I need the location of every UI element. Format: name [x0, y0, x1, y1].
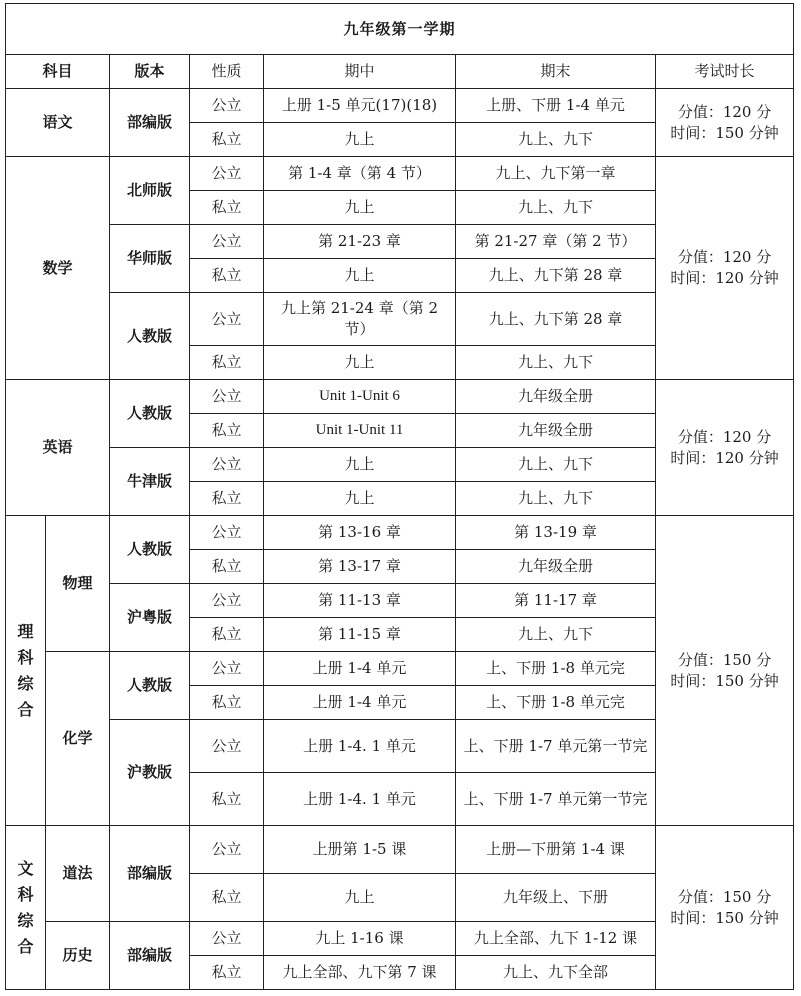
- exam-info-science: [656, 516, 794, 826]
- final-cell: 第 13-19 章: [456, 516, 656, 550]
- final-cell: 九上、九下第 28 章: [456, 259, 656, 293]
- final-cell: 九上、九下: [456, 191, 656, 225]
- exam-schedule: [5, 3, 793, 990]
- version-label: 部编版: [110, 922, 190, 990]
- version-label: 沪教版: [110, 720, 190, 826]
- time-text: 时间：150 分钟: [670, 123, 779, 142]
- midterm-cell: 第 11-13 章: [264, 584, 456, 618]
- version-label: 沪粤版: [110, 584, 190, 652]
- nature-private: 私立: [190, 773, 264, 826]
- midterm-cell: 九上: [264, 259, 456, 293]
- version-label: 人教版: [110, 293, 190, 380]
- final-cell: 九年级全册: [456, 414, 656, 448]
- nature-public: 公立: [190, 225, 264, 259]
- nature-public: 公立: [190, 826, 264, 874]
- score-text: 分值：150 分: [677, 887, 772, 906]
- exam-info-liberal: [656, 826, 794, 990]
- nature-private: 私立: [190, 482, 264, 516]
- final-cell: 九上全部、九下 1-12 课: [456, 922, 656, 956]
- nature-public: 公立: [190, 516, 264, 550]
- final-cell: 九上、九下: [456, 448, 656, 482]
- midterm-cell: 第 21-23 章: [264, 225, 456, 259]
- time-text: 时间：150 分钟: [670, 908, 779, 927]
- exam-info-chinese: [656, 89, 794, 157]
- version-label: 牛津版: [110, 448, 190, 516]
- header-subject: 科目: [6, 55, 110, 89]
- group-label: 文科综合: [17, 858, 34, 956]
- nature-private: 私立: [190, 550, 264, 584]
- final-cell: 九上、九下: [456, 123, 656, 157]
- subject-physics: 物理: [46, 516, 110, 652]
- final-cell: 第 21-27 章（第 2 节）: [456, 225, 656, 259]
- midterm-cell: 上册 1-4 单元: [264, 652, 456, 686]
- midterm-cell: Unit 1-Unit 11: [264, 414, 456, 448]
- midterm-cell: 上册第 1-5 课: [264, 826, 456, 874]
- midterm-cell: 第 13-17 章: [264, 550, 456, 584]
- subject-chinese: 语文: [6, 89, 110, 157]
- nature-public: 公立: [190, 293, 264, 346]
- final-cell: 上册—下册第 1-4 课: [456, 826, 656, 874]
- score-text: 分值：120 分: [677, 102, 772, 121]
- midterm-cell: 上册 1-4. 1 单元: [264, 773, 456, 826]
- final-cell: 上、下册 1-8 单元完: [456, 652, 656, 686]
- final-cell: 九上、九下第一章: [456, 157, 656, 191]
- subject-chemistry: 化学: [46, 652, 110, 826]
- final-cell: 九上、九下全部: [456, 956, 656, 990]
- table-title: 九年级第一学期: [6, 4, 794, 55]
- nature-public: 公立: [190, 89, 264, 123]
- midterm-cell: 九上第 21-24 章（第 2 节）: [264, 293, 456, 346]
- nature-private: 私立: [190, 259, 264, 293]
- version-label: 北师版: [110, 157, 190, 225]
- group-science: [6, 516, 46, 826]
- nature-private: 私立: [190, 618, 264, 652]
- final-cell: 上、下册 1-7 单元第一节完: [456, 720, 656, 773]
- subject-morality: 道法: [46, 826, 110, 922]
- final-cell: 九上、九下第 28 章: [456, 293, 656, 346]
- header-nature: 性质: [190, 55, 264, 89]
- table-row: [6, 826, 794, 874]
- midterm-cell: 第 11-15 章: [264, 618, 456, 652]
- final-cell: 上、下册 1-8 单元完: [456, 686, 656, 720]
- nature-private: 私立: [190, 686, 264, 720]
- nature-private: 私立: [190, 414, 264, 448]
- nature-private: 私立: [190, 191, 264, 225]
- time-text: 时间：120 分钟: [670, 269, 779, 287]
- final-cell: 上册、下册 1-4 单元: [456, 89, 656, 123]
- midterm-cell: 第 1-4 章（第 4 节）: [264, 157, 456, 191]
- time-text: 时间：150 分钟: [670, 671, 779, 690]
- nature-public: 公立: [190, 720, 264, 773]
- nature-private: 私立: [190, 346, 264, 380]
- subject-english: 英语: [6, 380, 110, 516]
- final-cell: 上、下册 1-7 单元第一节完: [456, 773, 656, 826]
- nature-private: 私立: [190, 956, 264, 990]
- final-cell: 九年级全册: [456, 550, 656, 584]
- table-row: [6, 516, 794, 550]
- midterm-cell: 九上: [264, 448, 456, 482]
- version-label: 部编版: [110, 826, 190, 922]
- score-text: 分值：120 分: [677, 427, 772, 446]
- midterm-cell: 上册 1-5 单元(17)(18): [264, 89, 456, 123]
- midterm-cell: 九上全部、九下第 7 课: [264, 956, 456, 990]
- exam-table: [5, 3, 794, 990]
- subject-history: 历史: [46, 922, 110, 990]
- final-cell: 九上、九下: [456, 482, 656, 516]
- final-cell: 九年级上、下册: [456, 874, 656, 922]
- nature-public: 公立: [190, 380, 264, 414]
- table-row: [6, 380, 794, 414]
- exam-info-english: [656, 380, 794, 516]
- group-label: 理科综合: [17, 621, 34, 719]
- header-midterm: 期中: [264, 55, 456, 89]
- midterm-cell: 上册 1-4 单元: [264, 686, 456, 720]
- subject-math: 数学: [6, 157, 110, 380]
- final-cell: 九上、九下: [456, 346, 656, 380]
- nature-private: 私立: [190, 123, 264, 157]
- nature-public: 公立: [190, 922, 264, 956]
- nature-public: 公立: [190, 157, 264, 191]
- version-label: 人教版: [110, 380, 190, 448]
- final-cell: 九上、九下: [456, 618, 656, 652]
- midterm-cell: 九上: [264, 874, 456, 922]
- nature-private: 私立: [190, 874, 264, 922]
- midterm-cell: 九上: [264, 191, 456, 225]
- table-row: [6, 89, 794, 123]
- group-liberal: [6, 826, 46, 990]
- version-label: 人教版: [110, 516, 190, 584]
- version-label: 部编版: [110, 89, 190, 157]
- midterm-cell: 九上 1-16 课: [264, 922, 456, 956]
- time-text: 时间：120 分钟: [670, 448, 779, 467]
- final-cell: 九年级全册: [456, 380, 656, 414]
- header-duration: 考试时长: [656, 55, 794, 89]
- midterm-cell: 九上: [264, 482, 456, 516]
- table-row: [6, 157, 794, 191]
- midterm-cell: Unit 1-Unit 6: [264, 380, 456, 414]
- version-label: 人教版: [110, 652, 190, 720]
- midterm-cell: 上册 1-4. 1 单元: [264, 720, 456, 773]
- version-label: 华师版: [110, 225, 190, 293]
- midterm-cell: 九上: [264, 123, 456, 157]
- header-final: 期末: [456, 55, 656, 89]
- exam-info-math: [656, 157, 794, 380]
- nature-public: 公立: [190, 584, 264, 618]
- score-text: 分值：150 分: [677, 650, 772, 669]
- midterm-cell: 第 13-16 章: [264, 516, 456, 550]
- nature-public: 公立: [190, 652, 264, 686]
- nature-public: 公立: [190, 448, 264, 482]
- header-version: 版本: [110, 55, 190, 89]
- final-cell: 第 11-17 章: [456, 584, 656, 618]
- score-text: 分值：120 分: [677, 248, 772, 266]
- midterm-cell: 九上: [264, 346, 456, 380]
